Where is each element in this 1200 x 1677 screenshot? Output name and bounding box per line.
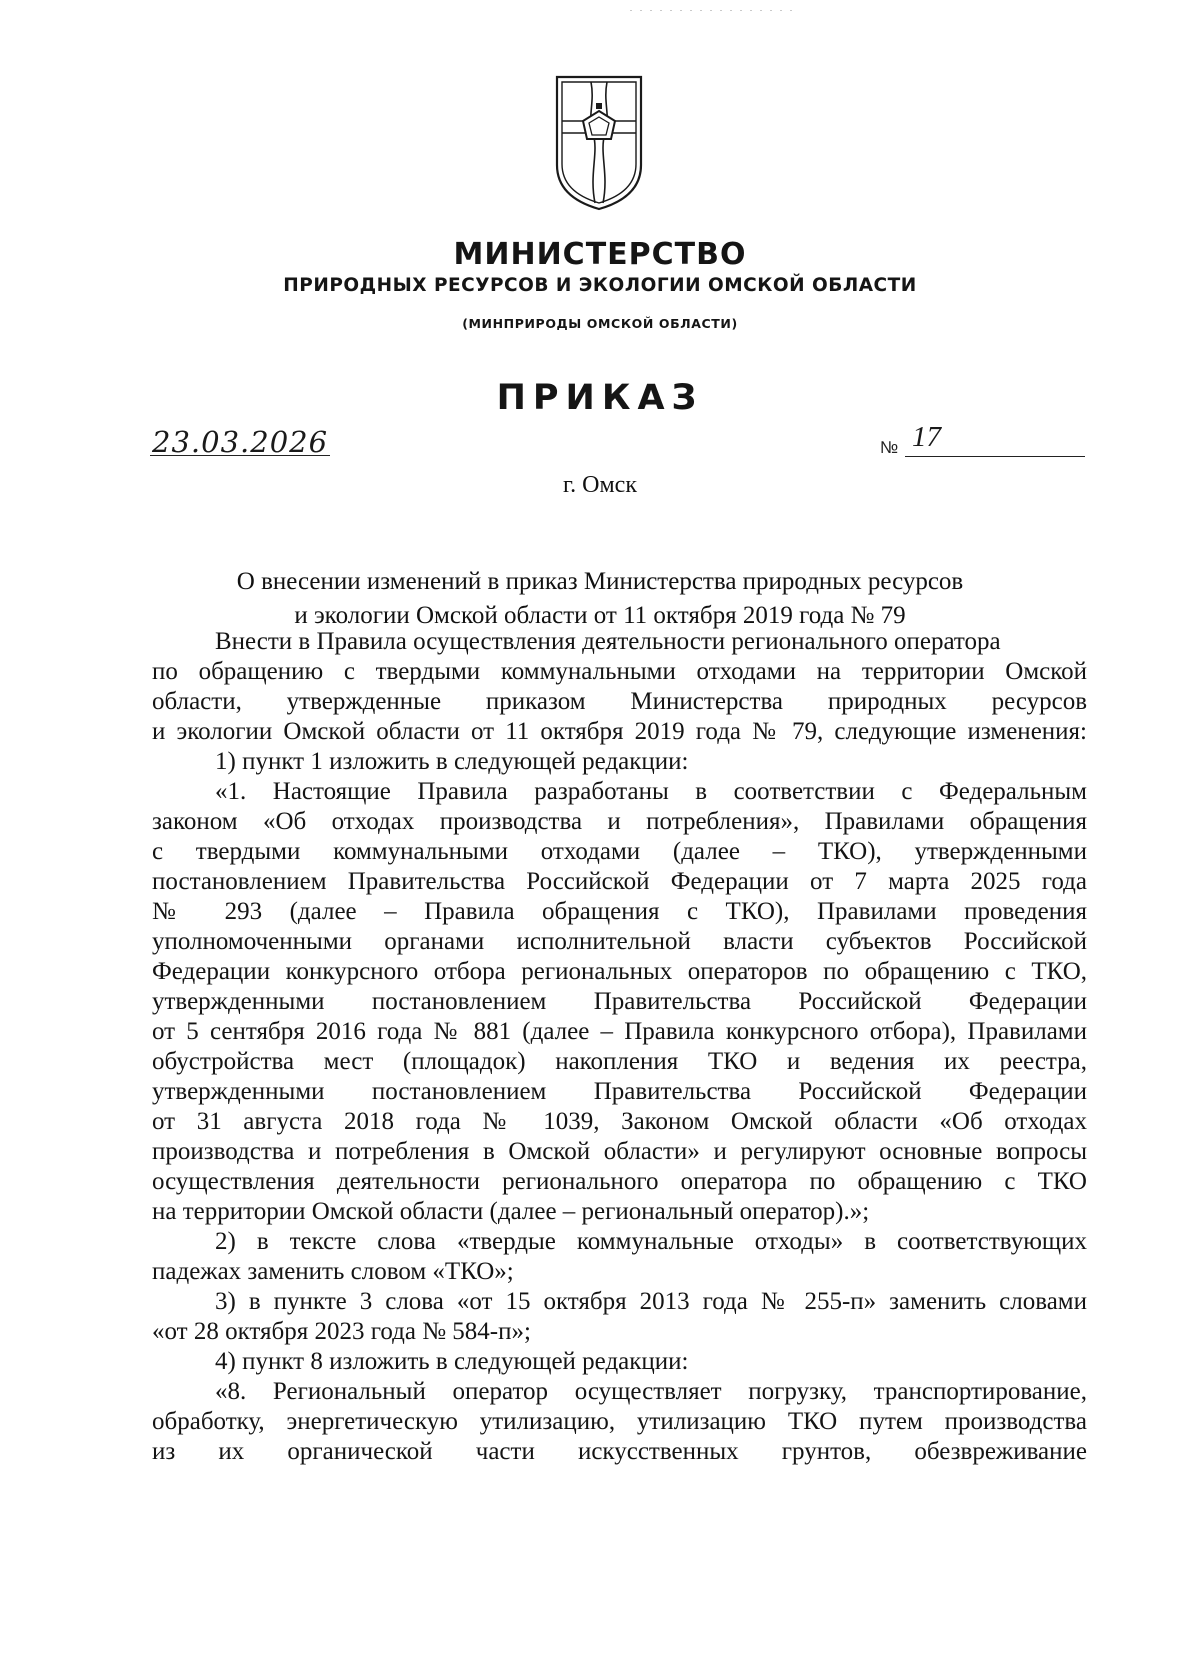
body-line: от 5 сентября 2016 года № 881 (далее – Правила конкурсного отбора), Правилами <box>152 1018 1087 1045</box>
body-line: от 31 августа 2018 года № 1039, Законом Омской области «Об отходах <box>152 1108 1087 1135</box>
coat-of-arms-icon <box>549 73 649 213</box>
body-line: 4) пункт 8 изложить в следующей редакции: <box>215 1348 689 1375</box>
body-line: утвержденными постановлением Правительства Российской Федерации <box>152 988 1087 1015</box>
number-underline <box>905 456 1085 457</box>
body-line: обустройства мест (площадок) накопления ТКО и ведения их реестра, <box>152 1048 1087 1075</box>
body-line: уполномоченными органами исполнительной власти субъектов Российской <box>152 928 1087 955</box>
ministry-full-name: ПРИРОДНЫХ РЕСУРСОВ И ЭКОЛОГИИ ОМСКОЙ ОБЛАСТИ <box>283 275 917 296</box>
body-line: Внести в Правила осуществления деятельности регионального оператора <box>215 628 1001 655</box>
body-line: «от 28 октября 2023 года № 584-п»; <box>152 1318 531 1345</box>
body-line: Федерации конкурсного отбора региональных операторов по обращению с ТКО, <box>152 958 1087 985</box>
body-line: № 293 (далее – Правила обращения с ТКО), Правилами проведения <box>152 898 1087 925</box>
number-sign: № <box>880 438 899 457</box>
city: г. Омск <box>563 472 637 498</box>
body-line: утвержденными постановлением Правительства Российской Федерации <box>152 1078 1087 1105</box>
scan-noise: . . . . . . . . . . . . . . . . . <box>630 4 795 13</box>
body-line: 3) в пункте 3 слова «от 15 октября 2013 года № 255-п» заменить словами <box>215 1288 1087 1315</box>
body-line: постановлением Правительства Российской Федерации от 7 марта 2025 года <box>152 868 1087 895</box>
ministry-short-name: (МИНПРИРОДЫ ОМСКОЙ ОБЛАСТИ) <box>462 316 738 331</box>
body-line: «8. Региональный оператор осуществляет погрузку, транспортирование, <box>215 1378 1087 1405</box>
body-line: по обращению с твердыми коммунальными отходами на территории Омской <box>152 658 1087 685</box>
body-line: на территории Омской области (далее – региональный оператор).»; <box>152 1198 870 1225</box>
body-line: 2) в тексте слова «твердые коммунальные отходы» в соответствующих <box>215 1228 1087 1255</box>
body-line: 1) пункт 1 изложить в следующей редакции: <box>215 748 689 775</box>
order-number: 17 <box>912 421 941 453</box>
body-line: из их органической части искусственных грунтов, обезвреживание <box>152 1438 1087 1465</box>
body-line: производства и потребления в Омской области» и регулируют основные вопросы <box>152 1138 1087 1165</box>
body-line: и экологии Омской области от 11 октября 2019 года № 79, следующие изменения: <box>152 718 1087 745</box>
body-line: «1. Настоящие Правила разработаны в соответствии с Федеральным <box>215 778 1087 805</box>
order-subject <box>0 565 1200 633</box>
ministry-title: МИНИСТЕРСТВО <box>453 237 747 272</box>
body-line: с твердыми коммунальными отходами (далее – ТКО), утвержденными <box>152 838 1087 865</box>
body-line: обработку, энергетическую утилизацию, утилизацию ТКО путем производства <box>152 1408 1087 1435</box>
body-line: законом «Об отходах производства и потребления», Правилами обращения <box>152 808 1087 835</box>
body-line: области, утвержденные приказом Министерства природных ресурсов <box>152 688 1087 715</box>
subject-line: и экологии Омской области от 11 октября 2019 года № 79 <box>294 602 906 629</box>
order-date: 23.03.2026 <box>152 425 329 459</box>
body-line: осуществления деятельности регионального оператора по обращению с ТКО <box>152 1168 1087 1195</box>
document-type-title: ПРИКАЗ <box>496 378 704 418</box>
subject-line: О внесении изменений в приказ Министерства природных ресурсов <box>236 568 964 595</box>
body-line: падежах заменить словом «ТКО»; <box>152 1258 514 1285</box>
date-underline <box>150 455 330 456</box>
